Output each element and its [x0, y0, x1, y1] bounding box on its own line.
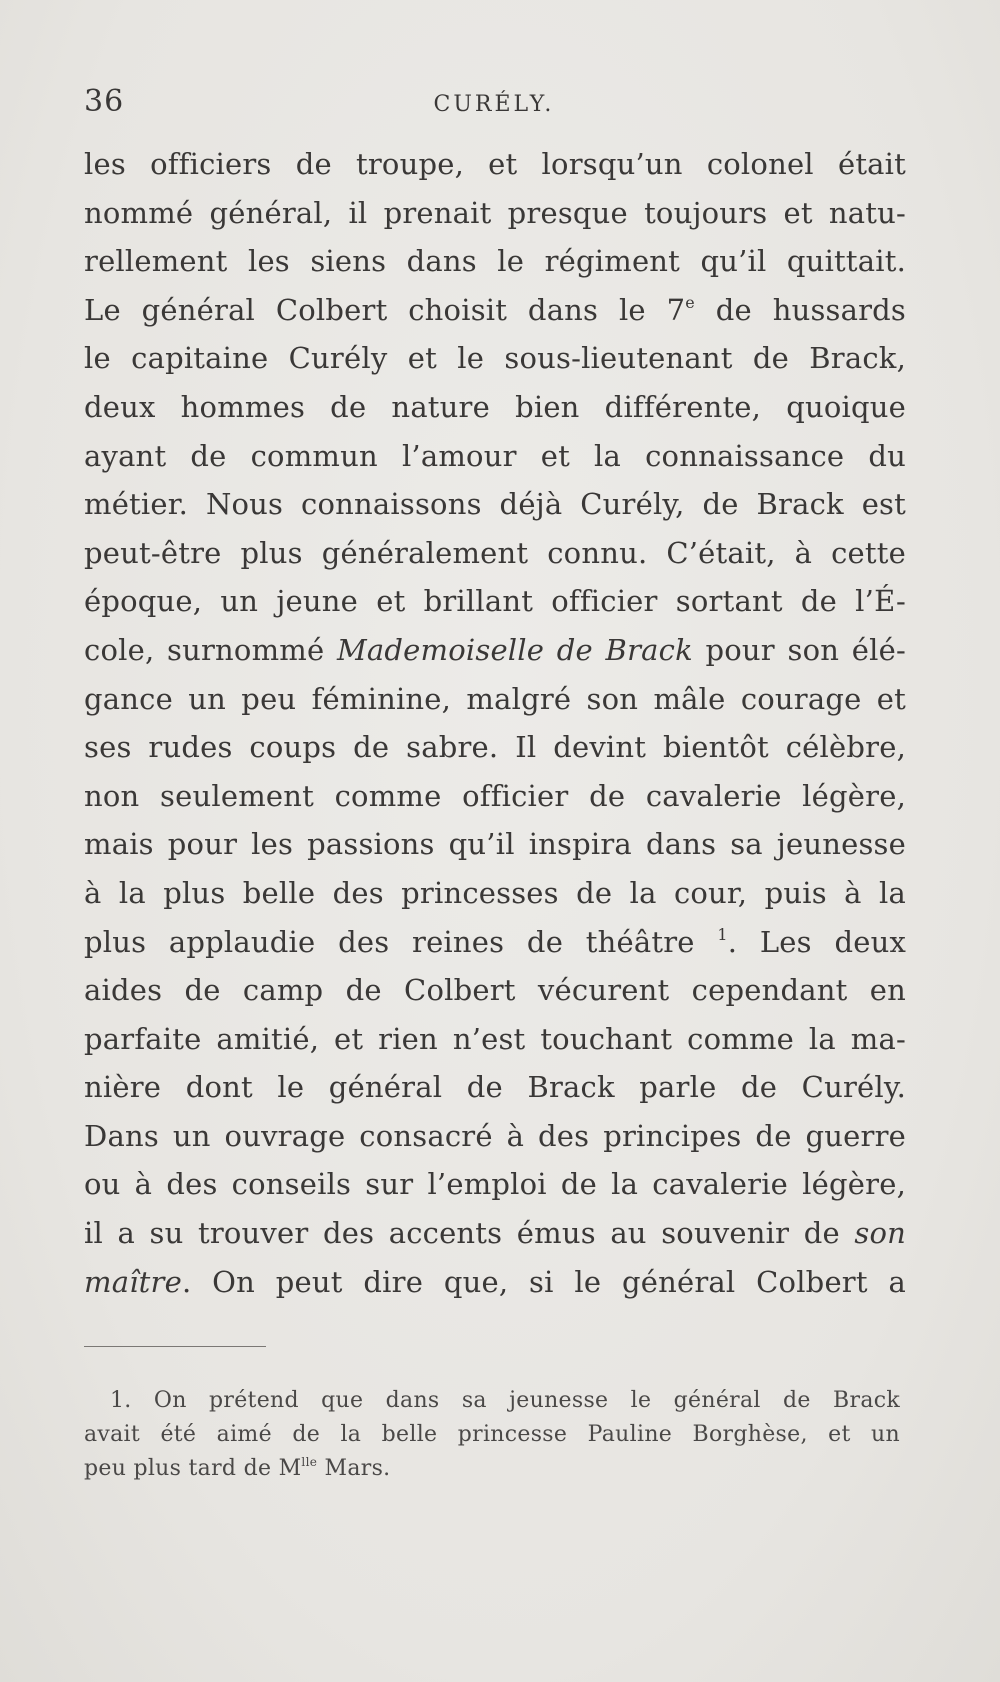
footnote-line: 1. On prétend que dans sa jeunesse le général de Brack [110, 1388, 900, 1413]
italic-text: Mademoiselle de Brack [337, 632, 693, 667]
text-line: le capitaine Curély et le sous-lieutenant de Brack, [84, 341, 906, 376]
body-text [84, 140, 906, 1306]
text-line: ayant de commun l’amour et la connaissance du [84, 438, 906, 473]
footnote [84, 1384, 900, 1486]
text-line [84, 1209, 906, 1258]
running-title: CURÉLY. [433, 92, 555, 117]
text-line: ses rudes coups de sabre. Il devint bientôt célèbre, [84, 730, 906, 765]
text-line: Dans un ouvrage consacré à des principes de guerre [84, 1118, 906, 1153]
superscript: e [685, 292, 695, 312]
text-line [84, 286, 906, 335]
page-number: 36 [84, 84, 125, 119]
text-line: gance un peu féminine, malgré son mâle courage et [84, 681, 906, 716]
text-line: les officiers de troupe, et lorsqu’un colonel était [84, 147, 906, 181]
italic-text: son [854, 1216, 907, 1251]
text-segment: . On peut dire que, si le général Colbert a [181, 1264, 906, 1299]
text-line: époque, un jeune et brillant officier sortant de l’É- [84, 584, 906, 619]
text-segment: peu plus tard de M [84, 1456, 302, 1481]
text-segment: . Les deux [727, 924, 907, 959]
text-line: aides de camp de Colbert vécurent cependant en [84, 973, 906, 1008]
footnote-line [84, 1452, 900, 1486]
text-line [84, 1258, 906, 1307]
text-line: nommé général, il prenait presque toujours et natu- [84, 195, 906, 230]
text-segment: il a su trouver des accents émus au souvenir de [84, 1216, 840, 1251]
text-line [84, 918, 906, 967]
text-line: non seulement comme officier de cavalerie légère, [84, 778, 906, 813]
italic-text: maître [84, 1264, 182, 1299]
text-segment: cole, surnommé [84, 632, 325, 667]
footnote-marker: 1 [717, 924, 728, 944]
superscript: lle [301, 1454, 318, 1469]
text-line: à la plus belle des princesses de la cour, puis à la [84, 875, 906, 910]
text-line [84, 626, 906, 675]
footnote-line: avait été aimé de la belle princesse Pauline Borghèse, et un [84, 1422, 900, 1447]
text-segment: pour son élé- [692, 632, 907, 667]
text-line: deux hommes de nature bien différente, quoique [84, 389, 906, 424]
text-line: peut-être plus généralement connu. C’était, à cette [84, 535, 906, 570]
text-segment: de hussards [694, 292, 907, 327]
running-head [84, 84, 904, 128]
text-line: parfaite amitié, et rien n’est touchant comme la ma- [84, 1021, 906, 1056]
text-segment: Le général Colbert choisit dans le 7 [84, 292, 686, 327]
footnote-rule [84, 1346, 266, 1347]
text-segment: plus applaudie des reines de théâtre [84, 924, 695, 959]
text-line: ou à des conseils sur l’emploi de la cavalerie légère, [84, 1167, 906, 1202]
text-line: nière dont le général de Brack parle de Curély. [84, 1070, 906, 1105]
text-line: rellement les siens dans le régiment qu’il quittait. [84, 244, 906, 279]
text-segment: Mars. [317, 1456, 391, 1481]
text-line: métier. Nous connaissons déjà Curély, de Brack est [84, 487, 906, 522]
text-line: mais pour les passions qu’il inspira dans sa jeunesse [84, 827, 906, 862]
